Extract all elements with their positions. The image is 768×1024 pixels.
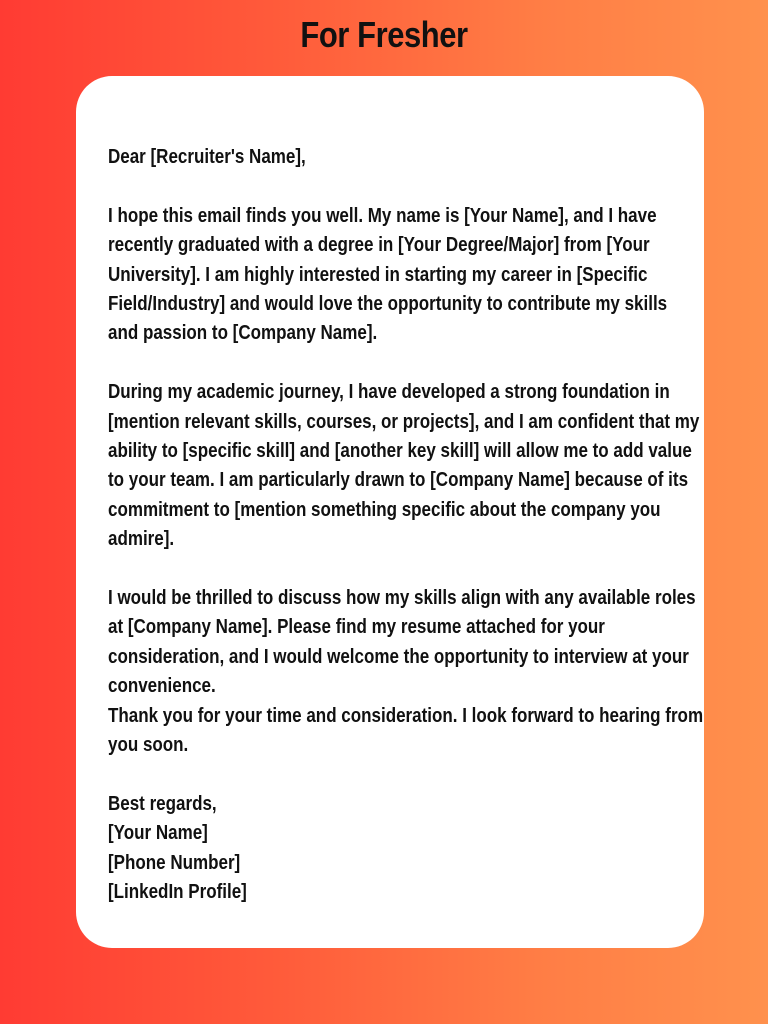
paragraph-discussion [108, 584, 696, 702]
closing: Best regards, [108, 792, 217, 815]
paragraph-intro [108, 202, 668, 349]
paragraph-journey [108, 378, 700, 554]
text-line: commitment to [mention something specific about the company you [108, 498, 661, 521]
spacer [108, 172, 618, 201]
salutation: Dear [Recruiter's Name], [108, 146, 306, 168]
text-line: During my academic journey, I have developed a strong foundation in [108, 381, 670, 404]
text-line: [mention relevant skills, courses, or projects], and I am confident that my [108, 410, 700, 433]
text-line: I would be thrilled to discuss how my skills align with any available roles [108, 587, 696, 610]
letter-body [108, 143, 704, 908]
text-line: and passion to [Company Name]. [108, 322, 378, 345]
text-line: University]. I am highly interested in starting my career in [Specific [108, 263, 648, 286]
text-line: Field/Industry] and would love the opportunity to contribute my skills [108, 293, 668, 316]
text-line: Thank you for your time and consideration. I look forward to hearing from [108, 704, 704, 727]
text-line: recently graduated with a degree in [Your Degree/Major] from [Your [108, 234, 650, 257]
text-line: consideration, and I would welcome the opportunity to interview at your [108, 645, 689, 668]
spacer [108, 760, 618, 789]
text-line: ability to [specific skill] and [another key skill] will allow me to add value [108, 440, 692, 463]
page-title: For Fresher [300, 14, 468, 55]
signature-name: [Your Name] [108, 822, 208, 845]
signature-linkedin: [LinkedIn Profile] [108, 881, 247, 904]
paragraph-thanks [108, 702, 704, 761]
text-line: you soon. [108, 734, 189, 757]
text-line: admire]. [108, 528, 175, 551]
text-line: I hope this email finds you well. My name is [Your Name], and I have [108, 204, 657, 227]
spacer [108, 349, 618, 378]
spacer [108, 555, 618, 584]
text-line: at [Company Name]. Please find my resume attached for your [108, 616, 605, 639]
text-line: to your team. I am particularly drawn to [Company Name] because of its [108, 469, 689, 492]
signature-phone: [Phone Number] [108, 851, 241, 874]
text-line: convenience. [108, 675, 216, 698]
